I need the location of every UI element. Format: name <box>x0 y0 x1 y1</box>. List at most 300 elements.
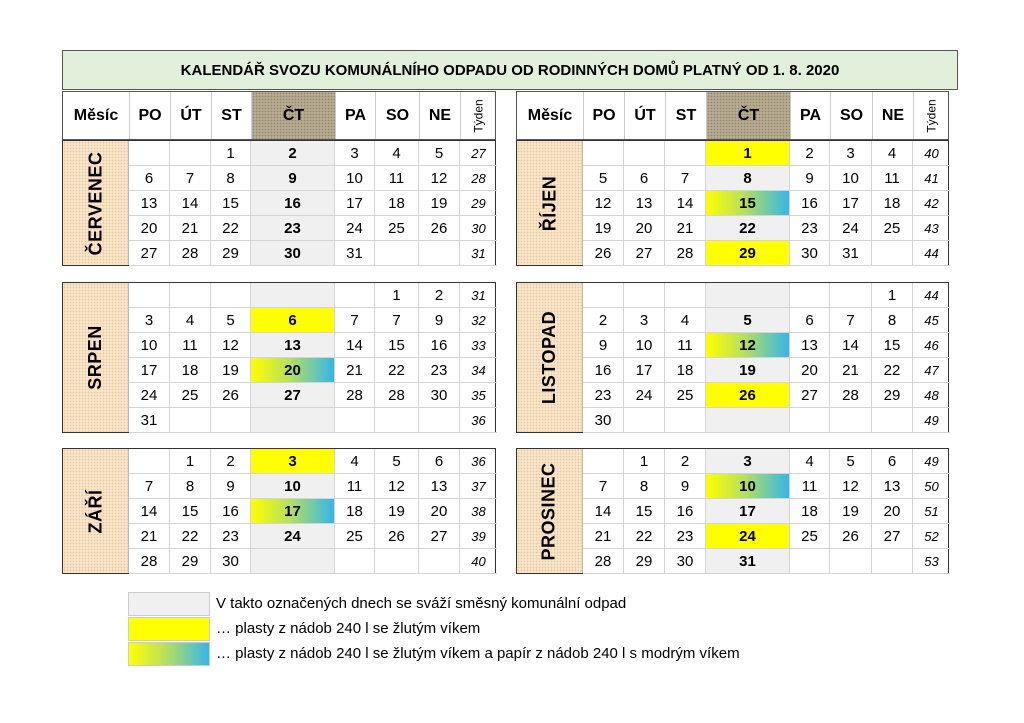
day-cell: 20 <box>624 216 665 241</box>
day-cell: 23 <box>419 358 460 383</box>
day-cell: 28 <box>170 241 211 266</box>
day-cell <box>830 283 872 308</box>
day-cell: 13 <box>419 474 460 499</box>
day-cell: 6 <box>129 166 170 191</box>
day-cell: 9 <box>790 166 830 191</box>
week-number: 53 <box>913 549 950 574</box>
day-cell <box>665 283 706 308</box>
week-number: 31 <box>460 283 497 308</box>
day-cell: 24 <box>129 383 170 408</box>
day-cell: 18 <box>375 191 419 216</box>
day-cell: 22 <box>706 216 790 241</box>
day-cell: 11 <box>335 474 375 499</box>
week-number: 44 <box>913 241 950 266</box>
day-cell: 24 <box>335 216 375 241</box>
day-cell: 2 <box>665 449 706 474</box>
day-cell: 2 <box>251 141 335 166</box>
day-cell: 7 <box>830 308 872 333</box>
day-cell: 22 <box>170 524 211 549</box>
day-cell: 14 <box>830 333 872 358</box>
day-cell <box>706 408 790 433</box>
day-cell <box>335 408 375 433</box>
day-cell: 3 <box>335 141 375 166</box>
day-cell: 8 <box>170 474 211 499</box>
day-cell: 1 <box>706 141 790 166</box>
day-cell <box>624 283 665 308</box>
day-cell: 10 <box>830 166 872 191</box>
day-cell: 25 <box>335 524 375 549</box>
week-number: 50 <box>913 474 950 499</box>
day-cell: 3 <box>706 449 790 474</box>
month-name-label: SRPEN <box>84 325 105 390</box>
day-cell: 3 <box>624 308 665 333</box>
day-cell: 30 <box>251 241 335 266</box>
week-number: 37 <box>460 474 497 499</box>
day-cell: 9 <box>251 166 335 191</box>
day-cell <box>129 449 170 474</box>
day-cell: 6 <box>624 166 665 191</box>
month-name <box>63 141 129 265</box>
day-cell: 1 <box>624 449 665 474</box>
day-cell: 19 <box>583 216 624 241</box>
day-cell <box>872 241 913 266</box>
month-block <box>516 140 949 266</box>
day-cell <box>170 283 211 308</box>
day-cell <box>251 549 335 574</box>
day-cell: 31 <box>129 408 170 433</box>
week-number: 48 <box>913 383 950 408</box>
day-cell: 20 <box>790 358 830 383</box>
day-cell: 14 <box>583 499 624 524</box>
day-cell: 18 <box>790 499 830 524</box>
weekday-header: PO <box>583 92 624 139</box>
week-number: 51 <box>913 499 950 524</box>
month-name <box>63 283 129 432</box>
day-cell: 26 <box>830 524 872 549</box>
day-cell <box>375 549 419 574</box>
day-cell: 23 <box>790 216 830 241</box>
day-cell: 25 <box>790 524 830 549</box>
day-cell: 29 <box>170 549 211 574</box>
day-cell: 2 <box>211 449 251 474</box>
day-cell: 7 <box>129 474 170 499</box>
day-cell: 12 <box>211 333 251 358</box>
day-cell: 6 <box>872 449 913 474</box>
day-cell: 13 <box>251 333 335 358</box>
day-cell: 16 <box>583 358 624 383</box>
day-cell: 5 <box>375 449 419 474</box>
day-cell: 23 <box>251 216 335 241</box>
day-cell: 18 <box>665 358 706 383</box>
day-cell: 17 <box>706 499 790 524</box>
day-cell: 26 <box>211 383 251 408</box>
day-cell: 15 <box>170 499 211 524</box>
month-name-label: LISTOPAD <box>539 310 559 405</box>
day-cell: 21 <box>830 358 872 383</box>
day-cell: 8 <box>706 166 790 191</box>
day-cell: 25 <box>375 216 419 241</box>
day-cell: 5 <box>830 449 872 474</box>
day-cell: 30 <box>583 408 624 433</box>
day-cell: 4 <box>665 308 706 333</box>
month-block <box>62 448 496 574</box>
day-cell: 22 <box>375 358 419 383</box>
week-number: 46 <box>913 333 950 358</box>
day-cell: 10 <box>335 166 375 191</box>
day-cell: 25 <box>665 383 706 408</box>
day-cell: 3 <box>129 308 170 333</box>
day-cell: 27 <box>251 383 335 408</box>
day-cell: 10 <box>624 333 665 358</box>
day-cell <box>665 408 706 433</box>
month-header: Měsíc <box>73 106 119 124</box>
week-number: 52 <box>913 524 950 549</box>
day-cell: 14 <box>170 191 211 216</box>
day-cell: 15 <box>624 499 665 524</box>
week-number: 43 <box>913 216 950 241</box>
day-cell: 28 <box>335 383 375 408</box>
day-cell: 5 <box>211 308 251 333</box>
week-number: 32 <box>460 308 497 333</box>
month-name <box>63 449 129 573</box>
day-cell: 10 <box>129 333 170 358</box>
day-cell: 20 <box>251 358 335 383</box>
day-cell: 1 <box>872 283 913 308</box>
day-cell <box>170 408 211 433</box>
week-number: 27 <box>460 141 497 166</box>
day-header-row <box>516 91 949 140</box>
day-cell <box>419 408 460 433</box>
day-cell: 22 <box>624 524 665 549</box>
day-cell: 10 <box>706 474 790 499</box>
day-cell <box>830 549 872 574</box>
day-cell: 24 <box>251 524 335 549</box>
day-cell: 21 <box>170 216 211 241</box>
day-cell <box>419 549 460 574</box>
day-cell: 29 <box>872 383 913 408</box>
day-cell <box>872 408 913 433</box>
day-cell: 13 <box>624 191 665 216</box>
day-cell <box>790 283 830 308</box>
day-cell: 6 <box>419 449 460 474</box>
day-cell: 18 <box>170 358 211 383</box>
month-block <box>516 282 949 433</box>
day-cell: 28 <box>830 383 872 408</box>
day-cell <box>419 241 460 266</box>
week-number: 36 <box>460 408 497 433</box>
day-cell: 12 <box>706 333 790 358</box>
day-cell: 24 <box>830 216 872 241</box>
day-cell: 15 <box>872 333 913 358</box>
day-cell <box>706 283 790 308</box>
day-cell: 17 <box>830 191 872 216</box>
week-number: 40 <box>460 549 497 574</box>
day-cell: 23 <box>583 383 624 408</box>
day-cell: 29 <box>624 549 665 574</box>
day-cell <box>211 408 251 433</box>
day-cell: 6 <box>251 308 335 333</box>
day-cell: 1 <box>375 283 419 308</box>
day-cell: 11 <box>170 333 211 358</box>
day-cell: 25 <box>170 383 211 408</box>
day-cell: 11 <box>872 166 913 191</box>
month-block <box>516 448 949 574</box>
day-cell: 7 <box>170 166 211 191</box>
day-cell: 2 <box>790 141 830 166</box>
day-cell: 24 <box>706 524 790 549</box>
day-cell: 19 <box>211 358 251 383</box>
day-cell <box>335 283 375 308</box>
day-cell: 27 <box>419 524 460 549</box>
day-cell <box>583 449 624 474</box>
day-cell: 16 <box>251 191 335 216</box>
month-name <box>517 449 583 573</box>
week-number: 35 <box>460 383 497 408</box>
day-cell: 28 <box>129 549 170 574</box>
day-cell: 27 <box>790 383 830 408</box>
day-cell: 5 <box>583 166 624 191</box>
day-cell: 27 <box>872 524 913 549</box>
day-cell: 22 <box>211 216 251 241</box>
day-cell: 17 <box>129 358 170 383</box>
day-cell: 19 <box>706 358 790 383</box>
day-cell: 1 <box>211 141 251 166</box>
day-cell: 26 <box>706 383 790 408</box>
legend-swatch <box>128 592 210 616</box>
week-number: 45 <box>913 308 950 333</box>
day-cell <box>583 141 624 166</box>
week-header-label: Týden <box>471 98 486 133</box>
week-number: 42 <box>913 191 950 216</box>
weekday-header: PO <box>129 92 170 139</box>
month-block <box>62 282 496 433</box>
weekday-header: NE <box>872 92 913 139</box>
day-cell <box>375 408 419 433</box>
day-cell <box>790 408 830 433</box>
week-number: 49 <box>913 408 950 433</box>
day-cell: 15 <box>211 191 251 216</box>
day-cell <box>129 141 170 166</box>
day-cell: 15 <box>706 191 790 216</box>
day-cell: 14 <box>335 333 375 358</box>
day-cell: 4 <box>872 141 913 166</box>
week-number: 33 <box>460 333 497 358</box>
day-cell: 5 <box>419 141 460 166</box>
day-cell: 7 <box>665 166 706 191</box>
day-cell <box>211 283 251 308</box>
day-cell: 12 <box>830 474 872 499</box>
day-cell: 4 <box>375 141 419 166</box>
day-cell: 9 <box>211 474 251 499</box>
day-cell: 27 <box>624 241 665 266</box>
week-number: 29 <box>460 191 497 216</box>
day-cell <box>830 408 872 433</box>
day-cell: 8 <box>624 474 665 499</box>
day-cell: 17 <box>335 191 375 216</box>
calendar-title: KALENDÁŘ SVOZU KOMUNÁLNÍHO ODPADU OD RODINNÝCH DOMŮ PLATNÝ OD 1. 8. 2020 <box>62 50 958 90</box>
day-cell <box>583 283 624 308</box>
week-number: 39 <box>460 524 497 549</box>
week-number: 44 <box>913 283 950 308</box>
day-cell: 28 <box>375 383 419 408</box>
day-cell: 24 <box>624 383 665 408</box>
day-cell <box>624 408 665 433</box>
legend-swatch <box>128 642 210 666</box>
weekday-header: SO <box>375 92 419 139</box>
day-cell: 11 <box>665 333 706 358</box>
day-cell: 21 <box>583 524 624 549</box>
day-cell: 31 <box>706 549 790 574</box>
day-cell: 2 <box>583 308 624 333</box>
day-cell: 26 <box>375 524 419 549</box>
weekday-header: SO <box>830 92 872 139</box>
day-cell: 16 <box>790 191 830 216</box>
week-number: 38 <box>460 499 497 524</box>
week-number: 28 <box>460 166 497 191</box>
month-name <box>517 283 583 432</box>
weekday-header: PA <box>335 92 375 139</box>
week-number: 40 <box>913 141 950 166</box>
day-cell: 19 <box>419 191 460 216</box>
day-cell: 20 <box>872 499 913 524</box>
day-cell: 13 <box>790 333 830 358</box>
day-cell: 25 <box>872 216 913 241</box>
weekday-header: NE <box>419 92 460 139</box>
day-cell: 8 <box>872 308 913 333</box>
week-number: 49 <box>913 449 950 474</box>
day-cell: 3 <box>251 449 335 474</box>
day-cell: 18 <box>335 499 375 524</box>
day-cell: 29 <box>706 241 790 266</box>
week-header <box>913 92 950 139</box>
week-header <box>460 92 497 139</box>
weekday-header: ÚT <box>170 92 211 139</box>
day-cell: 14 <box>665 191 706 216</box>
day-cell: 14 <box>129 499 170 524</box>
week-number: 47 <box>913 358 950 383</box>
day-cell: 3 <box>830 141 872 166</box>
day-cell <box>335 549 375 574</box>
day-cell: 30 <box>790 241 830 266</box>
day-cell: 30 <box>419 383 460 408</box>
day-cell: 31 <box>830 241 872 266</box>
day-cell: 23 <box>665 524 706 549</box>
week-number: 30 <box>460 216 497 241</box>
day-cell: 9 <box>665 474 706 499</box>
day-cell <box>790 549 830 574</box>
day-cell: 11 <box>790 474 830 499</box>
day-cell: 12 <box>583 191 624 216</box>
month-block <box>62 140 496 266</box>
day-cell: 7 <box>583 474 624 499</box>
legend-text: … plasty z nádob 240 l se žlutým víkem a papír z nádob 240 l s modrým víkem <box>216 645 740 662</box>
day-cell: 28 <box>665 241 706 266</box>
day-cell: 26 <box>419 216 460 241</box>
day-cell: 16 <box>665 499 706 524</box>
month-name <box>517 141 583 265</box>
day-cell: 19 <box>375 499 419 524</box>
legend-text: V takto označených dnech se sváží směsný komunální odpad <box>216 595 627 612</box>
weekday-header: ST <box>665 92 706 139</box>
week-number: 34 <box>460 358 497 383</box>
day-cell: 9 <box>419 308 460 333</box>
month-name-label: ZÁŘÍ <box>85 489 105 533</box>
day-cell: 20 <box>129 216 170 241</box>
day-cell: 6 <box>790 308 830 333</box>
day-cell: 30 <box>211 549 251 574</box>
day-cell: 21 <box>129 524 170 549</box>
day-cell <box>129 283 170 308</box>
day-cell: 31 <box>335 241 375 266</box>
day-cell: 17 <box>624 358 665 383</box>
legend-swatch <box>128 617 210 641</box>
day-cell: 9 <box>583 333 624 358</box>
day-cell: 13 <box>129 191 170 216</box>
day-cell: 15 <box>375 333 419 358</box>
day-cell: 1 <box>170 449 211 474</box>
day-cell: 4 <box>790 449 830 474</box>
day-cell <box>624 141 665 166</box>
day-cell <box>375 241 419 266</box>
day-cell: 16 <box>419 333 460 358</box>
week-header-label: Týden <box>924 98 939 133</box>
day-cell: 28 <box>583 549 624 574</box>
month-name-label: ČERVENEC <box>85 151 106 255</box>
day-cell: 7 <box>335 308 375 333</box>
day-cell: 16 <box>211 499 251 524</box>
weekday-header: ČT <box>706 92 790 139</box>
day-cell: 18 <box>872 191 913 216</box>
day-cell: 7 <box>375 308 419 333</box>
day-cell: 21 <box>665 216 706 241</box>
weekday-header: ST <box>211 92 251 139</box>
day-cell <box>251 283 335 308</box>
day-cell <box>872 549 913 574</box>
day-cell: 21 <box>335 358 375 383</box>
weekday-header: ÚT <box>624 92 665 139</box>
day-cell <box>665 141 706 166</box>
day-cell: 11 <box>375 166 419 191</box>
day-cell: 27 <box>129 241 170 266</box>
month-header: Měsíc <box>527 106 573 124</box>
week-number: 41 <box>913 166 950 191</box>
week-number: 36 <box>460 449 497 474</box>
day-cell: 12 <box>375 474 419 499</box>
day-header-row <box>62 91 496 140</box>
day-cell: 26 <box>583 241 624 266</box>
day-cell <box>251 408 335 433</box>
day-cell: 29 <box>211 241 251 266</box>
day-cell: 4 <box>170 308 211 333</box>
day-cell: 5 <box>706 308 790 333</box>
weekday-header: PA <box>790 92 830 139</box>
day-cell: 17 <box>251 499 335 524</box>
day-cell: 20 <box>419 499 460 524</box>
legend-text: … plasty z nádob 240 l se žlutým víkem <box>216 620 481 637</box>
day-cell: 22 <box>872 358 913 383</box>
month-name-label: PROSINEC <box>539 461 559 561</box>
week-number: 31 <box>460 241 497 266</box>
day-cell: 10 <box>251 474 335 499</box>
day-cell <box>170 141 211 166</box>
day-cell: 19 <box>830 499 872 524</box>
month-name-label: ŘÍJEN <box>538 175 559 231</box>
day-cell: 4 <box>335 449 375 474</box>
day-cell: 30 <box>665 549 706 574</box>
day-cell: 2 <box>419 283 460 308</box>
weekday-header: ČT <box>251 92 335 139</box>
day-cell: 12 <box>419 166 460 191</box>
